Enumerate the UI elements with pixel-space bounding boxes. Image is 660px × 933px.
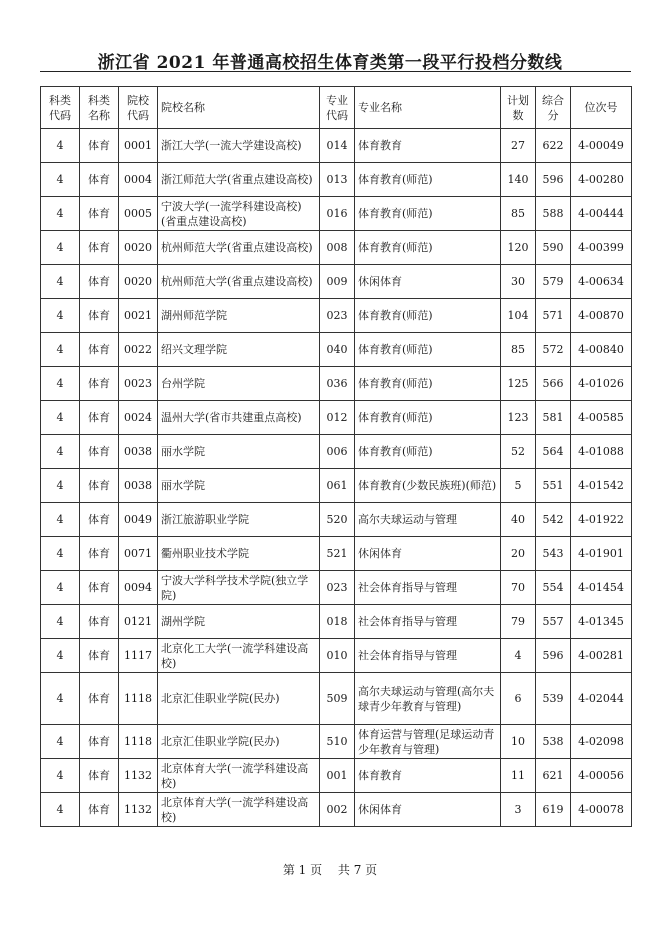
cell-major-code: 012 [320,401,355,435]
table-row [41,469,632,503]
cell-plan: 3 [501,793,536,827]
cell-major-code: 013 [320,163,355,197]
cell-major-code: 009 [320,265,355,299]
header-score: 综合分 [536,87,571,129]
cell-plan: 85 [501,333,536,367]
cell-school-name: 浙江大学(一流大学建设高校) [158,129,320,163]
table-body [41,129,632,827]
cell-school-code: 0004 [119,163,158,197]
cell-major-name: 体育运营与管理(足球运动青少年教育与管理) [355,725,501,759]
cell-rank: 4-00280 [571,163,632,197]
cell-rank: 4-01088 [571,435,632,469]
cell-major-name: 体育教育 [355,129,501,163]
cell-subject-name: 体育 [80,231,119,265]
cell-subject-name: 体育 [80,793,119,827]
cell-major-code: 036 [320,367,355,401]
cell-plan: 52 [501,435,536,469]
document-title: 浙江省 2021 年普通高校招生体育类第一段平行投档分数线 [97,53,563,73]
cell-major-name: 体育教育(师范) [355,163,501,197]
cell-subject-name: 体育 [80,163,119,197]
cell-major-name: 体育教育(师范) [355,401,501,435]
cell-plan: 104 [501,299,536,333]
cell-major-name: 社会体育指导与管理 [355,639,501,673]
cell-score: 557 [536,605,571,639]
cell-plan: 140 [501,163,536,197]
cell-rank: 4-00056 [571,759,632,793]
table-row [41,265,632,299]
cell-major-code: 006 [320,435,355,469]
cell-school-code: 0022 [119,333,158,367]
cell-subject-code: 4 [41,605,80,639]
cell-school-name: 丽水学院 [158,435,320,469]
cell-major-name: 体育教育(少数民族班)(师范) [355,469,501,503]
cell-plan: 10 [501,725,536,759]
table-header-row [41,87,632,129]
cell-major-code: 002 [320,793,355,827]
cell-school-name: 宁波大学(一流学科建设高校)(省重点建设高校) [158,197,320,231]
cell-subject-name: 体育 [80,299,119,333]
cell-major-name: 高尔夫球运动与管理(高尔夫球青少年教育与管理) [355,673,501,725]
cell-major-code: 040 [320,333,355,367]
cell-school-code: 0094 [119,571,158,605]
cell-rank: 4-01542 [571,469,632,503]
cell-score: 579 [536,265,571,299]
cell-score: 566 [536,367,571,401]
cell-subject-name: 体育 [80,725,119,759]
cell-school-code: 1118 [119,725,158,759]
cell-subject-code: 4 [41,725,80,759]
table-row [41,435,632,469]
cell-major-name: 体育教育(师范) [355,435,501,469]
cell-subject-code: 4 [41,129,80,163]
cell-rank: 4-01922 [571,503,632,537]
header-rank: 位次号 [571,87,632,129]
cell-subject-name: 体育 [80,537,119,571]
cell-subject-code: 4 [41,639,80,673]
cell-major-code: 023 [320,299,355,333]
cell-subject-name: 体育 [80,673,119,725]
cell-plan: 30 [501,265,536,299]
cell-rank: 4-01345 [571,605,632,639]
cell-subject-code: 4 [41,503,80,537]
table-row [41,231,632,265]
cell-school-name: 绍兴文理学院 [158,333,320,367]
cell-major-name: 体育教育(师范) [355,333,501,367]
cell-subject-code: 4 [41,469,80,503]
cell-school-code: 0021 [119,299,158,333]
cell-school-name: 北京化工大学(一流学科建设高校) [158,639,320,673]
cell-plan: 120 [501,231,536,265]
table-row [41,129,632,163]
table-row [41,605,632,639]
cell-major-code: 023 [320,571,355,605]
table-row [41,537,632,571]
cell-score: 572 [536,333,571,367]
cell-subject-code: 4 [41,793,80,827]
cell-score: 551 [536,469,571,503]
cell-subject-code: 4 [41,197,80,231]
cell-school-code: 0020 [119,265,158,299]
table-row [41,401,632,435]
cell-plan: 85 [501,197,536,231]
cell-rank: 4-00078 [571,793,632,827]
cell-subject-code: 4 [41,333,80,367]
cell-subject-name: 体育 [80,367,119,401]
table-row [41,725,632,759]
cell-major-code: 008 [320,231,355,265]
table-row [41,571,632,605]
cell-plan: 70 [501,571,536,605]
cell-rank: 4-00399 [571,231,632,265]
cell-major-code: 001 [320,759,355,793]
cell-major-name: 体育教育 [355,759,501,793]
cell-school-name: 北京汇佳职业学院(民办) [158,725,320,759]
cell-school-code: 0071 [119,537,158,571]
cell-score: 590 [536,231,571,265]
cell-score: 564 [536,435,571,469]
cell-major-code: 510 [320,725,355,759]
cell-school-name: 杭州师范大学(省重点建设高校) [158,265,320,299]
header-school-name: 院校名称 [158,87,320,129]
cell-school-name: 衢州职业技术学院 [158,537,320,571]
table-row [41,197,632,231]
cell-major-code: 061 [320,469,355,503]
cell-school-code: 0005 [119,197,158,231]
cell-score: 622 [536,129,571,163]
cell-score: 621 [536,759,571,793]
cell-subject-code: 4 [41,265,80,299]
cell-major-name: 体育教育(师范) [355,367,501,401]
cell-school-name: 北京汇佳职业学院(民办) [158,673,320,725]
cell-school-name: 湖州学院 [158,605,320,639]
cell-school-name: 浙江旅游职业学院 [158,503,320,537]
cell-subject-name: 体育 [80,639,119,673]
table-row [41,673,632,725]
cell-major-code: 010 [320,639,355,673]
table-row [41,793,632,827]
cell-subject-code: 4 [41,231,80,265]
cell-school-name: 浙江师范大学(省重点建设高校) [158,163,320,197]
header-plan: 计划数 [501,87,536,129]
cell-rank: 4-02098 [571,725,632,759]
cell-score: 581 [536,401,571,435]
table-row [41,299,632,333]
cell-subject-name: 体育 [80,571,119,605]
cell-subject-name: 体育 [80,469,119,503]
header-subject-code: 科类代码 [41,87,80,129]
page-total: 共 7 页 [337,863,378,877]
cell-school-code: 0049 [119,503,158,537]
cell-major-code: 018 [320,605,355,639]
cell-plan: 5 [501,469,536,503]
cell-plan: 79 [501,605,536,639]
cell-rank: 4-00870 [571,299,632,333]
cell-rank: 4-01454 [571,571,632,605]
cell-major-name: 社会体育指导与管理 [355,605,501,639]
cell-plan: 4 [501,639,536,673]
cell-rank: 4-00049 [571,129,632,163]
table-row [41,367,632,401]
table-row [41,639,632,673]
cell-rank: 4-00840 [571,333,632,367]
cell-subject-name: 体育 [80,503,119,537]
header-major-name: 专业名称 [355,87,501,129]
cell-plan: 6 [501,673,536,725]
header-school-code: 院校代码 [119,87,158,129]
cell-subject-name: 体育 [80,759,119,793]
cell-major-code: 520 [320,503,355,537]
cell-rank: 4-00281 [571,639,632,673]
cell-major-name: 体育教育(师范) [355,197,501,231]
cell-subject-code: 4 [41,367,80,401]
cell-major-name: 休闲体育 [355,537,501,571]
cell-major-name: 高尔夫球运动与管理 [355,503,501,537]
cell-rank: 4-00634 [571,265,632,299]
cell-subject-name: 体育 [80,265,119,299]
cell-rank: 4-00585 [571,401,632,435]
cell-plan: 125 [501,367,536,401]
header-major-code: 专业代码 [320,87,355,129]
table-row [41,759,632,793]
cell-major-name: 体育教育(师范) [355,299,501,333]
cell-score: 571 [536,299,571,333]
cell-subject-name: 体育 [80,401,119,435]
cell-plan: 11 [501,759,536,793]
cell-major-code: 016 [320,197,355,231]
cell-subject-code: 4 [41,435,80,469]
cell-subject-code: 4 [41,401,80,435]
cell-school-name: 温州大学(省市共建重点高校) [158,401,320,435]
cell-rank: 4-02044 [571,673,632,725]
cell-major-code: 014 [320,129,355,163]
cell-plan: 123 [501,401,536,435]
cell-school-code: 1118 [119,673,158,725]
cell-score: 543 [536,537,571,571]
table-row [41,503,632,537]
cell-major-name: 休闲体育 [355,793,501,827]
cell-subject-code: 4 [41,537,80,571]
cell-rank: 4-00444 [571,197,632,231]
cell-score: 538 [536,725,571,759]
cell-major-code: 509 [320,673,355,725]
cell-score: 596 [536,163,571,197]
cell-major-name: 体育教育(师范) [355,231,501,265]
cell-subject-name: 体育 [80,435,119,469]
cell-subject-code: 4 [41,299,80,333]
cell-school-name: 北京体育大学(一流学科建设高校) [158,759,320,793]
cell-school-code: 0121 [119,605,158,639]
cell-score: 588 [536,197,571,231]
cell-school-code: 0001 [119,129,158,163]
cell-score: 554 [536,571,571,605]
cell-school-name: 宁波大学科学技术学院(独立学院) [158,571,320,605]
admission-score-table [40,86,632,827]
cell-school-name: 丽水学院 [158,469,320,503]
cell-plan: 20 [501,537,536,571]
cell-subject-code: 4 [41,571,80,605]
cell-school-code: 0038 [119,469,158,503]
cell-major-name: 休闲体育 [355,265,501,299]
cell-subject-name: 体育 [80,605,119,639]
cell-school-name: 北京体育大学(一流学科建设高校) [158,793,320,827]
cell-school-code: 1132 [119,759,158,793]
cell-score: 596 [536,639,571,673]
cell-subject-code: 4 [41,673,80,725]
cell-major-code: 521 [320,537,355,571]
cell-school-name: 台州学院 [158,367,320,401]
cell-school-code: 0023 [119,367,158,401]
cell-score: 542 [536,503,571,537]
cell-score: 539 [536,673,571,725]
cell-school-code: 0024 [119,401,158,435]
header-subject-name: 科类名称 [80,87,119,129]
table-row [41,333,632,367]
cell-plan: 27 [501,129,536,163]
page-number: 第 1 页 [282,863,323,877]
cell-major-name: 社会体育指导与管理 [355,571,501,605]
cell-school-code: 1132 [119,793,158,827]
cell-subject-code: 4 [41,759,80,793]
cell-school-code: 0020 [119,231,158,265]
cell-school-code: 1117 [119,639,158,673]
cell-plan: 40 [501,503,536,537]
cell-rank: 4-01026 [571,367,632,401]
cell-subject-name: 体育 [80,129,119,163]
cell-school-name: 湖州师范学院 [158,299,320,333]
cell-school-code: 0038 [119,435,158,469]
title-underline [40,71,631,72]
cell-rank: 4-01901 [571,537,632,571]
cell-subject-name: 体育 [80,333,119,367]
cell-score: 619 [536,793,571,827]
table-row [41,163,632,197]
page-footer [0,861,660,878]
cell-school-name: 杭州师范大学(省重点建设高校) [158,231,320,265]
cell-subject-name: 体育 [80,197,119,231]
cell-subject-code: 4 [41,163,80,197]
